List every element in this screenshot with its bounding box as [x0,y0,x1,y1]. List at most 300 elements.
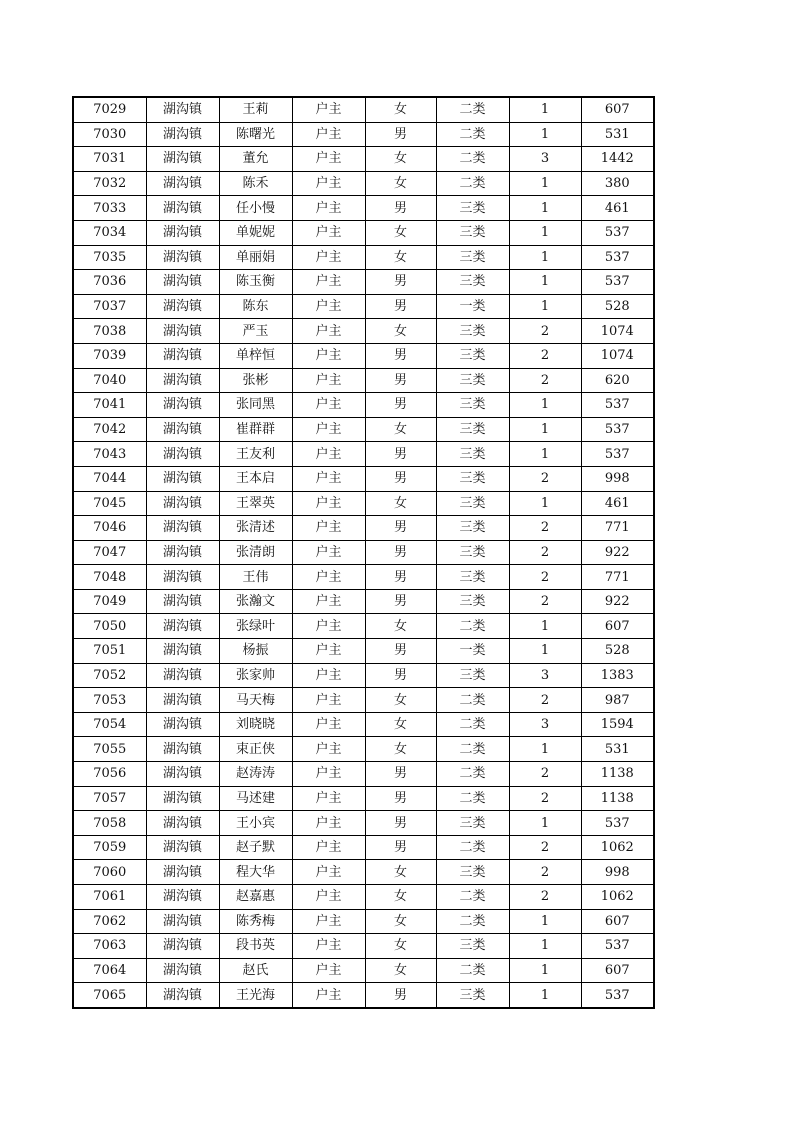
row-number-cell: 7050 [73,614,146,639]
row-number-cell: 7042 [73,417,146,442]
category-cell: 二类 [436,97,509,122]
amount-cell: 1442 [581,147,654,172]
gender-cell: 男 [365,393,436,418]
category-cell: 三类 [436,540,509,565]
relation-cell: 户主 [292,466,365,491]
household-size-cell: 1 [509,417,581,442]
category-cell: 三类 [436,983,509,1008]
amount-cell: 1138 [581,786,654,811]
gender-cell: 女 [365,245,436,270]
town-cell: 湖沟镇 [146,885,219,910]
category-cell: 二类 [436,909,509,934]
amount-cell: 1074 [581,319,654,344]
relation-cell: 户主 [292,688,365,713]
category-cell: 二类 [436,712,509,737]
gender-cell: 女 [365,319,436,344]
row-number-cell: 7033 [73,196,146,221]
gender-cell: 男 [365,516,436,541]
category-cell: 三类 [436,245,509,270]
town-cell: 湖沟镇 [146,589,219,614]
household-size-cell: 2 [509,516,581,541]
category-cell: 三类 [436,343,509,368]
town-cell: 湖沟镇 [146,639,219,664]
table-row [73,147,654,172]
table-row [73,712,654,737]
amount-cell: 380 [581,171,654,196]
name-cell: 张清朗 [219,540,292,565]
name-cell: 张家帅 [219,663,292,688]
relation-cell: 户主 [292,565,365,590]
name-cell: 张绿叶 [219,614,292,639]
household-size-cell: 1 [509,811,581,836]
table-row [73,860,654,885]
amount-cell: 922 [581,589,654,614]
town-cell: 湖沟镇 [146,319,219,344]
household-size-cell: 1 [509,639,581,664]
name-cell: 杨振 [219,639,292,664]
table-body [73,97,654,1008]
town-cell: 湖沟镇 [146,245,219,270]
amount-cell: 607 [581,97,654,122]
amount-cell: 537 [581,245,654,270]
amount-cell: 922 [581,540,654,565]
town-cell: 湖沟镇 [146,737,219,762]
gender-cell: 男 [365,565,436,590]
amount-cell: 537 [581,934,654,959]
table-row [73,934,654,959]
name-cell: 陈曙光 [219,122,292,147]
gender-cell: 女 [365,614,436,639]
gender-cell: 男 [365,294,436,319]
table-row [73,220,654,245]
amount-cell: 537 [581,417,654,442]
row-number-cell: 7040 [73,368,146,393]
row-number-cell: 7060 [73,860,146,885]
relation-cell: 户主 [292,442,365,467]
name-cell: 陈东 [219,294,292,319]
table-row [73,983,654,1008]
household-size-cell: 2 [509,589,581,614]
category-cell: 三类 [436,589,509,614]
household-size-cell: 2 [509,368,581,393]
town-cell: 湖沟镇 [146,614,219,639]
town-cell: 湖沟镇 [146,466,219,491]
town-cell: 湖沟镇 [146,97,219,122]
town-cell: 湖沟镇 [146,762,219,787]
town-cell: 湖沟镇 [146,540,219,565]
amount-cell: 771 [581,516,654,541]
category-cell: 三类 [436,663,509,688]
gender-cell: 女 [365,97,436,122]
name-cell: 程大华 [219,860,292,885]
gender-cell: 男 [365,466,436,491]
household-size-cell: 2 [509,540,581,565]
relation-cell: 户主 [292,762,365,787]
row-number-cell: 7057 [73,786,146,811]
category-cell: 三类 [436,516,509,541]
gender-cell: 女 [365,220,436,245]
row-number-cell: 7036 [73,270,146,295]
amount-cell: 771 [581,565,654,590]
household-size-cell: 1 [509,393,581,418]
amount-cell: 607 [581,614,654,639]
name-cell: 张清述 [219,516,292,541]
relation-cell: 户主 [292,811,365,836]
household-size-cell: 1 [509,97,581,122]
town-cell: 湖沟镇 [146,786,219,811]
relation-cell: 户主 [292,417,365,442]
amount-cell: 1383 [581,663,654,688]
name-cell: 王友利 [219,442,292,467]
name-cell: 单丽娟 [219,245,292,270]
table-row [73,270,654,295]
household-size-cell: 1 [509,171,581,196]
name-cell: 赵嘉惠 [219,885,292,910]
amount-cell: 607 [581,958,654,983]
town-cell: 湖沟镇 [146,294,219,319]
household-size-cell: 3 [509,663,581,688]
town-cell: 湖沟镇 [146,196,219,221]
relation-cell: 户主 [292,639,365,664]
amount-cell: 537 [581,270,654,295]
town-cell: 湖沟镇 [146,442,219,467]
town-cell: 湖沟镇 [146,983,219,1008]
gender-cell: 女 [365,860,436,885]
relation-cell: 户主 [292,835,365,860]
category-cell: 三类 [436,565,509,590]
category-cell: 二类 [436,171,509,196]
name-cell: 单梓恒 [219,343,292,368]
gender-cell: 女 [365,147,436,172]
town-cell: 湖沟镇 [146,220,219,245]
category-cell: 二类 [436,147,509,172]
relation-cell: 户主 [292,934,365,959]
table-row [73,245,654,270]
table-row [73,417,654,442]
gender-cell: 女 [365,417,436,442]
category-cell: 三类 [436,934,509,959]
table-row [73,762,654,787]
name-cell: 束正侠 [219,737,292,762]
row-number-cell: 7064 [73,958,146,983]
household-size-cell: 2 [509,885,581,910]
gender-cell: 男 [365,589,436,614]
row-number-cell: 7065 [73,983,146,1008]
town-cell: 湖沟镇 [146,934,219,959]
row-number-cell: 7051 [73,639,146,664]
amount-cell: 998 [581,860,654,885]
amount-cell: 537 [581,220,654,245]
table-row [73,639,654,664]
table-row [73,319,654,344]
relation-cell: 户主 [292,368,365,393]
row-number-cell: 7035 [73,245,146,270]
town-cell: 湖沟镇 [146,958,219,983]
relation-cell: 户主 [292,171,365,196]
row-number-cell: 7032 [73,171,146,196]
name-cell: 董允 [219,147,292,172]
amount-cell: 537 [581,983,654,1008]
town-cell: 湖沟镇 [146,491,219,516]
table-row [73,368,654,393]
amount-cell: 537 [581,393,654,418]
household-size-cell: 2 [509,762,581,787]
relation-cell: 户主 [292,343,365,368]
table-row [73,97,654,122]
row-number-cell: 7043 [73,442,146,467]
amount-cell: 531 [581,122,654,147]
relation-cell: 户主 [292,220,365,245]
amount-cell: 1594 [581,712,654,737]
gender-cell: 男 [365,811,436,836]
row-number-cell: 7048 [73,565,146,590]
household-size-cell: 2 [509,343,581,368]
category-cell: 三类 [436,811,509,836]
household-size-cell: 1 [509,220,581,245]
gender-cell: 男 [365,343,436,368]
row-number-cell: 7047 [73,540,146,565]
row-number-cell: 7041 [73,393,146,418]
relation-cell: 户主 [292,712,365,737]
table-row [73,589,654,614]
table-row [73,294,654,319]
category-cell: 三类 [436,491,509,516]
relation-cell: 户主 [292,958,365,983]
household-size-cell: 1 [509,270,581,295]
town-cell: 湖沟镇 [146,811,219,836]
category-cell: 一类 [436,639,509,664]
category-cell: 三类 [436,196,509,221]
gender-cell: 男 [365,639,436,664]
gender-cell: 男 [365,368,436,393]
household-size-cell: 2 [509,860,581,885]
name-cell: 王光海 [219,983,292,1008]
table-row [73,737,654,762]
relation-cell: 户主 [292,589,365,614]
relation-cell: 户主 [292,860,365,885]
town-cell: 湖沟镇 [146,417,219,442]
gender-cell: 女 [365,737,436,762]
town-cell: 湖沟镇 [146,270,219,295]
row-number-cell: 7039 [73,343,146,368]
gender-cell: 男 [365,762,436,787]
town-cell: 湖沟镇 [146,688,219,713]
row-number-cell: 7029 [73,97,146,122]
category-cell: 三类 [436,393,509,418]
household-size-cell: 2 [509,319,581,344]
row-number-cell: 7054 [73,712,146,737]
gender-cell: 男 [365,786,436,811]
town-cell: 湖沟镇 [146,663,219,688]
name-cell: 陈禾 [219,171,292,196]
row-number-cell: 7061 [73,885,146,910]
category-cell: 二类 [436,122,509,147]
relation-cell: 户主 [292,245,365,270]
category-cell: 二类 [436,835,509,860]
household-size-cell: 1 [509,614,581,639]
relation-cell: 户主 [292,393,365,418]
data-table [72,96,655,1009]
category-cell: 二类 [436,614,509,639]
table-row [73,122,654,147]
gender-cell: 男 [365,983,436,1008]
amount-cell: 537 [581,811,654,836]
row-number-cell: 7030 [73,122,146,147]
relation-cell: 户主 [292,122,365,147]
table-row [73,516,654,541]
relation-cell: 户主 [292,540,365,565]
household-size-cell: 3 [509,147,581,172]
name-cell: 马天梅 [219,688,292,713]
gender-cell: 男 [365,442,436,467]
table-row [73,811,654,836]
table-row [73,196,654,221]
gender-cell: 男 [365,196,436,221]
name-cell: 陈秀梅 [219,909,292,934]
household-size-cell: 1 [509,737,581,762]
row-number-cell: 7045 [73,491,146,516]
table-row [73,540,654,565]
town-cell: 湖沟镇 [146,712,219,737]
row-number-cell: 7063 [73,934,146,959]
relation-cell: 户主 [292,663,365,688]
town-cell: 湖沟镇 [146,860,219,885]
gender-cell: 男 [365,835,436,860]
relation-cell: 户主 [292,147,365,172]
table-row [73,466,654,491]
table-row [73,663,654,688]
relation-cell: 户主 [292,909,365,934]
household-size-cell: 2 [509,565,581,590]
amount-cell: 528 [581,294,654,319]
amount-cell: 531 [581,737,654,762]
name-cell: 张彬 [219,368,292,393]
table-row [73,835,654,860]
amount-cell: 607 [581,909,654,934]
amount-cell: 998 [581,466,654,491]
category-cell: 一类 [436,294,509,319]
name-cell: 单妮妮 [219,220,292,245]
amount-cell: 1138 [581,762,654,787]
name-cell: 王翠英 [219,491,292,516]
household-size-cell: 1 [509,909,581,934]
name-cell: 段书英 [219,934,292,959]
table-row [73,393,654,418]
household-size-cell: 1 [509,442,581,467]
relation-cell: 户主 [292,294,365,319]
category-cell: 三类 [436,417,509,442]
name-cell: 刘晓晓 [219,712,292,737]
row-number-cell: 7049 [73,589,146,614]
gender-cell: 女 [365,171,436,196]
row-number-cell: 7056 [73,762,146,787]
row-number-cell: 7055 [73,737,146,762]
household-size-cell: 1 [509,491,581,516]
household-size-cell: 2 [509,688,581,713]
gender-cell: 女 [365,688,436,713]
amount-cell: 537 [581,442,654,467]
name-cell: 赵子默 [219,835,292,860]
name-cell: 严玉 [219,319,292,344]
name-cell: 赵氏 [219,958,292,983]
relation-cell: 户主 [292,614,365,639]
gender-cell: 男 [365,270,436,295]
gender-cell: 女 [365,909,436,934]
amount-cell: 528 [581,639,654,664]
name-cell: 马述建 [219,786,292,811]
table-row [73,614,654,639]
table-row [73,171,654,196]
household-size-cell: 3 [509,712,581,737]
relation-cell: 户主 [292,786,365,811]
household-size-cell: 2 [509,466,581,491]
row-number-cell: 7034 [73,220,146,245]
amount-cell: 987 [581,688,654,713]
category-cell: 三类 [436,220,509,245]
gender-cell: 男 [365,663,436,688]
amount-cell: 461 [581,196,654,221]
relation-cell: 户主 [292,516,365,541]
row-number-cell: 7058 [73,811,146,836]
table-row [73,491,654,516]
category-cell: 三类 [436,270,509,295]
table-row [73,343,654,368]
town-cell: 湖沟镇 [146,565,219,590]
relation-cell: 户主 [292,196,365,221]
amount-cell: 620 [581,368,654,393]
gender-cell: 女 [365,491,436,516]
row-number-cell: 7052 [73,663,146,688]
town-cell: 湖沟镇 [146,368,219,393]
category-cell: 三类 [436,319,509,344]
household-size-cell: 1 [509,958,581,983]
relation-cell: 户主 [292,885,365,910]
name-cell: 王伟 [219,565,292,590]
category-cell: 二类 [436,688,509,713]
town-cell: 湖沟镇 [146,393,219,418]
name-cell: 赵涛涛 [219,762,292,787]
relation-cell: 户主 [292,737,365,762]
gender-cell: 女 [365,885,436,910]
name-cell: 张瀚文 [219,589,292,614]
name-cell: 王莉 [219,97,292,122]
household-size-cell: 1 [509,934,581,959]
amount-cell: 1062 [581,885,654,910]
row-number-cell: 7044 [73,466,146,491]
table-row [73,885,654,910]
gender-cell: 女 [365,712,436,737]
table-row [73,958,654,983]
category-cell: 二类 [436,958,509,983]
row-number-cell: 7031 [73,147,146,172]
amount-cell: 1074 [581,343,654,368]
name-cell: 王小宾 [219,811,292,836]
town-cell: 湖沟镇 [146,835,219,860]
relation-cell: 户主 [292,270,365,295]
household-size-cell: 2 [509,786,581,811]
category-cell: 二类 [436,737,509,762]
table-row [73,909,654,934]
relation-cell: 户主 [292,319,365,344]
name-cell: 王本启 [219,466,292,491]
town-cell: 湖沟镇 [146,909,219,934]
gender-cell: 男 [365,122,436,147]
town-cell: 湖沟镇 [146,147,219,172]
row-number-cell: 7059 [73,835,146,860]
row-number-cell: 7038 [73,319,146,344]
table-row [73,786,654,811]
category-cell: 二类 [436,786,509,811]
